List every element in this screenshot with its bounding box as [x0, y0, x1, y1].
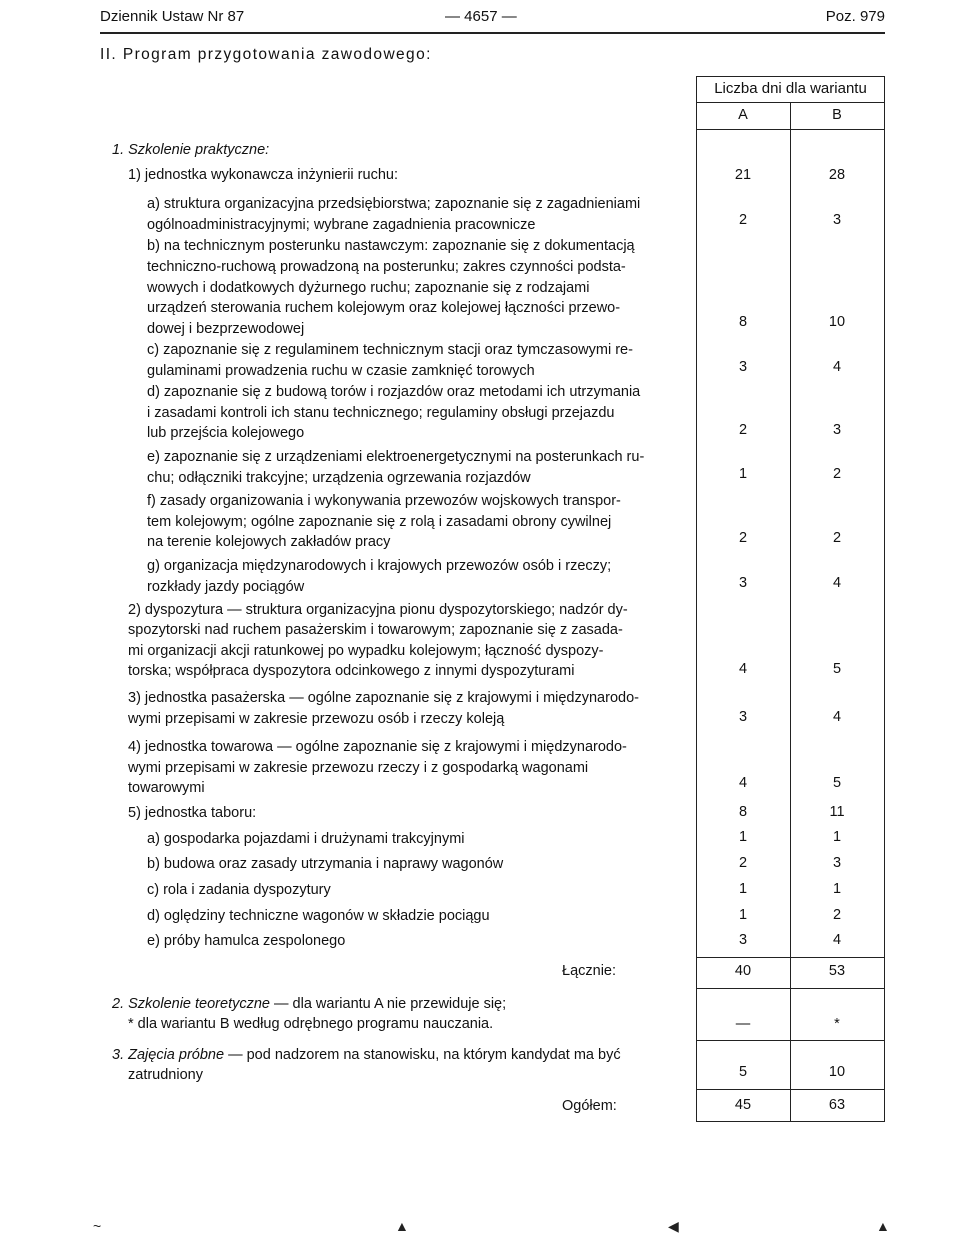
row-10-line-4: torska; współpraca dyspozytora odcinkowego z innymi dyspozyturami — [128, 662, 575, 679]
header-rule — [100, 32, 885, 34]
row-15-line-1: b) budowa oraz zasady utrzymania i naprawy wagonów — [147, 856, 504, 872]
row-12-value-b: 5 — [832, 775, 842, 791]
scan-mark-4: ▲ — [876, 1218, 890, 1234]
row-6-value-a: 2 — [738, 422, 748, 438]
total-label: Ogółem: — [562, 1098, 617, 1114]
row-11-line-2: wymi przepisami w zakresie przewozu osób i rzeczy koleją — [128, 710, 505, 727]
row-7-line-2: chu; odłączniki trakcyjne; urządzenia ogrzewania rozjazdów — [147, 469, 531, 486]
row-5-line-1: c) zapoznanie się z regulaminem technicznym stacji oraz tymczasowymi re- — [147, 342, 633, 358]
row-10-value-a: 4 — [738, 661, 748, 677]
section-title: II. Program przygotowania zawodowego: — [100, 46, 432, 63]
row-4-value-a: 8 — [738, 314, 748, 330]
theory-rule — [696, 1040, 885, 1041]
row-9-value-b: 4 — [832, 575, 842, 591]
row-3-line-2: ogólnoadministracyjnymi; wybrane zagadnienia pracownicze — [147, 216, 536, 233]
row-12-line-1: 4) jednostka towarowa — ogólne zapoznanie się z krajowymi i międzynarodo- — [128, 739, 627, 755]
row-12-value-a: 4 — [738, 775, 748, 791]
row-5-value-b: 4 — [832, 359, 842, 375]
row-4-line-2: techniczno-ruchową prowadzoną na posterunku; zakres czynności podsta- — [147, 258, 626, 275]
column-b-header: B — [832, 107, 842, 123]
row-2-value-b: 28 — [828, 167, 846, 183]
trial-rule — [696, 1089, 885, 1090]
row-5-value-a: 3 — [738, 359, 748, 375]
row-15-value-b: 3 — [832, 855, 842, 871]
trial-line-2: zatrudniony — [128, 1067, 203, 1083]
row-4-value-b: 10 — [828, 314, 846, 330]
scan-mark-3: ◀ — [668, 1218, 679, 1234]
trial-a: 5 — [738, 1064, 748, 1080]
trial-b: 10 — [828, 1064, 846, 1080]
row-9-line-2: rozkłady jazdy pociągów — [147, 578, 305, 595]
row-16-value-a: 1 — [738, 881, 748, 897]
row-8-line-3: na terenie kolejowych zakładów pracy — [147, 534, 391, 550]
row-6-value-b: 3 — [832, 422, 842, 438]
trial-rest: — pod nadzorem na stanowisku, na którym kandydat ma być — [228, 1047, 621, 1063]
scan-mark-1: ~ — [93, 1218, 102, 1234]
row-5-line-2: gulaminami prowadzenia ruchu w czasie zamknięć torowych — [147, 362, 535, 379]
row-6-line-3: lub przejścia kolejowego — [147, 425, 305, 441]
row-11-value-a: 3 — [738, 709, 748, 725]
row-8-line-1: f) zasady organizowania i wykonywania przewozów wojskowych transpor- — [147, 493, 621, 509]
row-4-line-3: wowych i dodatkowych dyżurnego ruchu; zapoznanie się z rodzajami — [147, 279, 590, 296]
subtotal-bottom-rule — [696, 988, 885, 989]
row-18-value-a: 3 — [738, 932, 748, 948]
total-a: 45 — [734, 1097, 752, 1113]
theory-a: — — [735, 1016, 751, 1032]
row-1-line-1: 1. Szkolenie praktyczne: — [112, 142, 270, 158]
row-18-value-b: 4 — [832, 932, 842, 948]
row-12-line-2: wymi przepisami w zakresie przewozu rzeczy i z gospodarką wagonami — [128, 759, 589, 776]
theory-lead: 2. Szkolenie teoretyczne — [112, 996, 270, 1012]
subtotal-label: Łącznie: — [562, 963, 617, 979]
row-3-line-1: a) struktura organizacyjna przedsiębiorstwa; zapoznanie się z zagadnieniami — [147, 196, 641, 212]
row-10-line-2: spozytorski nad ruchem pasażerskim i towarowym; zapoznanie się z zasada- — [128, 622, 623, 639]
theory-line-1 — [112, 994, 506, 1016]
row-18-line-1: e) próby hamulca zespolonego — [147, 933, 346, 949]
row-16-value-b: 1 — [832, 881, 842, 897]
table-header-title: Liczba dni dla wariantu — [714, 80, 867, 97]
row-4-line-4: urządzeń sterowania ruchem kolejowym oraz kolejowej łączności przewo- — [147, 300, 621, 317]
row-3-value-a: 2 — [738, 212, 748, 228]
row-10-value-b: 5 — [832, 661, 842, 677]
row-4-line-1: b) na technicznym posterunku nastawczym: zapoznanie się z dokumentacją — [147, 238, 635, 254]
subtotal-top-rule — [696, 957, 885, 958]
row-6-line-1: d) zapoznanie się z budową torów i rozjazdów oraz metodami ich utrzymania — [147, 384, 641, 400]
row-13-value-a: 8 — [738, 804, 748, 820]
row-11-line-1: 3) jednostka pasażerska — ogólne zapoznanie się z krajowymi i międzynarodo- — [128, 690, 639, 706]
row-14-line-1: a) gospodarka pojazdami i drużynami trakcyjnymi — [147, 831, 465, 847]
row-4-line-5: dowej i bezprzewodowej — [147, 321, 305, 338]
row-7-value-b: 2 — [832, 466, 842, 482]
theory-b: * — [834, 1016, 840, 1032]
row-6-line-2: i zasadami kontroli ich stanu technicznego; regulaminy obsługi przejazdu — [147, 404, 615, 421]
page-number: — 4657 — — [445, 8, 517, 25]
row-2-line-1: 1) jednostka wykonawcza inżynierii ruchu: — [128, 167, 398, 183]
row-17-line-1: d) oględziny techniczne wagonów w składzie pociągu — [147, 908, 490, 924]
row-2-value-a: 21 — [734, 167, 752, 183]
row-14-value-a: 1 — [738, 829, 748, 845]
row-9-value-a: 3 — [738, 575, 748, 591]
position-number: Poz. 979 — [825, 8, 885, 25]
page-header — [100, 8, 885, 30]
row-16-line-1: c) rola i zadania dyspozytury — [147, 882, 331, 898]
row-15-value-a: 2 — [738, 855, 748, 871]
journal-title: Dziennik Ustaw Nr 87 — [100, 8, 245, 25]
row-17-value-a: 1 — [738, 907, 748, 923]
row-8-value-b: 2 — [832, 530, 842, 546]
subtotal-a: 40 — [734, 963, 752, 979]
row-8-value-a: 2 — [738, 530, 748, 546]
trial-lead: 3. Zajęcia próbne — [112, 1047, 225, 1063]
row-8-line-2: tem kolejowym; ogólne zapoznanie się z rolą i zasadami obrony cywilnej — [147, 513, 612, 530]
row-9-line-1: g) organizacja międzynarodowych i krajowych przewozów osób i rzeczy; — [147, 558, 612, 574]
row-7-value-a: 1 — [738, 466, 748, 482]
row-10-line-3: mi organizacji akcji ratunkowej po wypadku kolejowym; łączność dyspozy- — [128, 642, 604, 659]
subtotal-b: 53 — [828, 963, 846, 979]
row-13-line-1: 5) jednostka taboru: — [128, 805, 257, 821]
row-11-value-b: 4 — [832, 709, 842, 725]
row-12-line-3: towarowymi — [128, 780, 205, 796]
row-7-line-1: e) zapoznanie się z urządzeniami elektroenergetycznymi na posterunkach ru- — [147, 449, 645, 465]
row-17-value-b: 2 — [832, 907, 842, 923]
theory-rest: — dla wariantu A nie przewiduje się; — [274, 996, 507, 1012]
scan-mark-2: ▲ — [395, 1218, 409, 1234]
row-3-value-b: 3 — [832, 212, 842, 228]
row-13-value-b: 11 — [829, 804, 845, 820]
row-10-line-1: 2) dyspozytura — struktura organizacyjna pionu dyspozytorskiego; nadzór dy- — [128, 602, 628, 618]
total-b: 63 — [828, 1097, 846, 1113]
trial-line-1 — [112, 1045, 621, 1067]
column-a-header: A — [738, 107, 748, 123]
row-14-value-b: 1 — [832, 829, 842, 845]
theory-line-2: * dla wariantu B według odrębnego programu nauczania. — [128, 1016, 494, 1032]
